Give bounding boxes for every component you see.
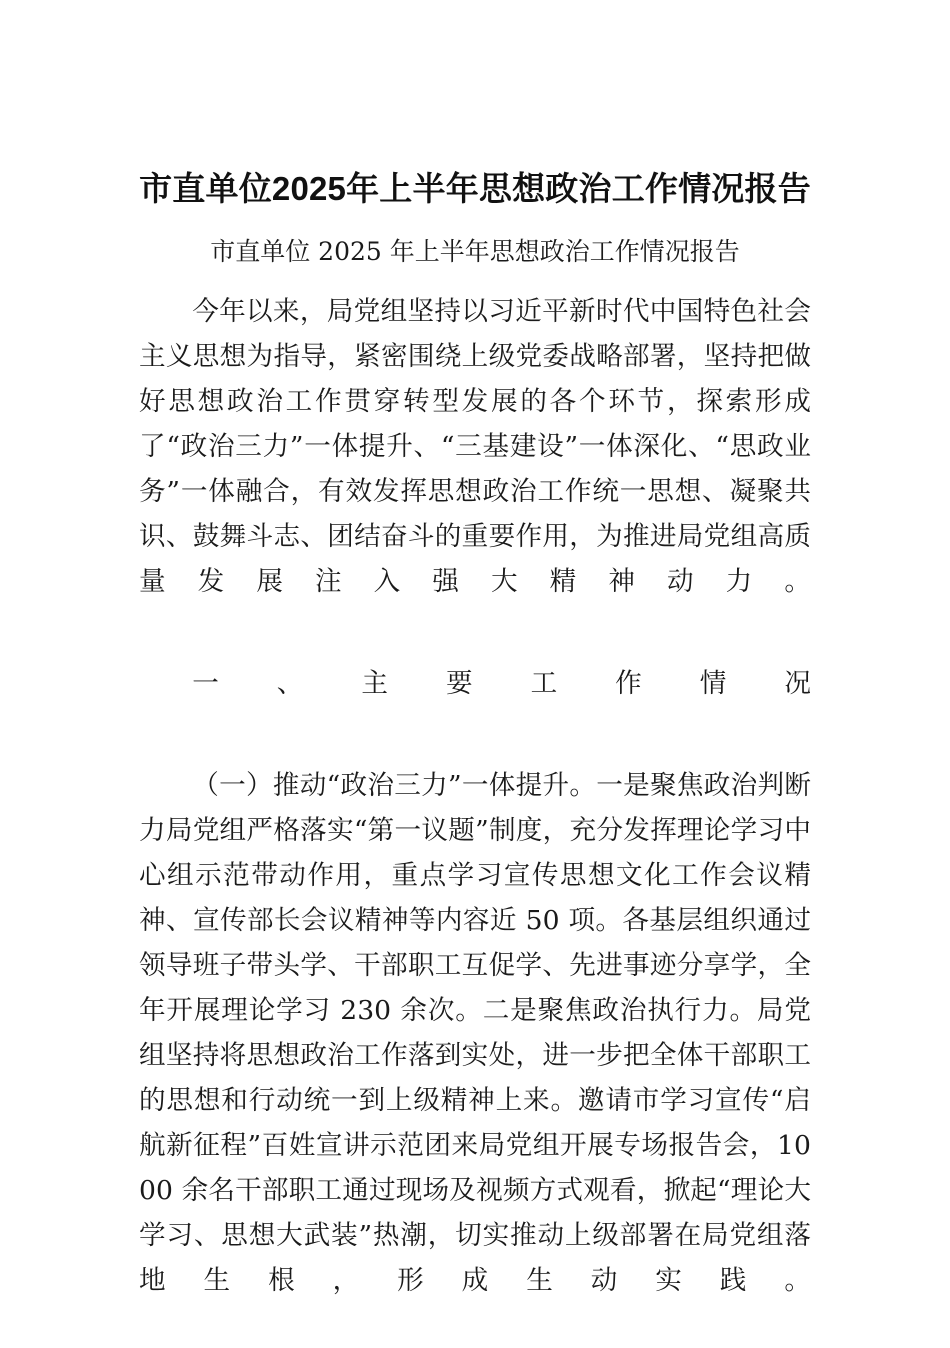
section-heading-main-work: 一、主要工作情况 [192, 668, 811, 699]
paragraph-section-1-1: （一）推动“政治三力”一体提升。一是聚焦政治判断力局党组严格落实“第一议题”制度，充分发挥理论学习中心组示范带动作用，重点学习宣传思想文化工作会议精神、宣传部长会议精神等内容近 50 项。各基层组织通过领导班子带头学、干部职工互促学、先进事迹分享学，全年开展理论学习 230 余次。二是聚焦政治执行力。局党组坚持将思想政治工作落到实处，进一步把全体干部职工的思想和行动统一到上级精神上来。邀请市学习宣传“启航新征程”百姓宣讲示范团来局党组开展专场报告会，1000 余名干部职工通过现场及视频方式观看，掀起“理论大学习、思想大武装”热潮，切实推动上级部署在局党组落地生根，形成生动实践。 [139, 770, 811, 1296]
document-content [139, 0, 811, 1348]
page-title: 市直单位2025年上半年思想政治工作情况报告 [139, 170, 811, 207]
document-subtitle: 市直单位 2025 年上半年思想政治工作情况报告 [210, 237, 740, 266]
paragraph-intro: 今年以来，局党组坚持以习近平新时代中国特色社会主义思想为指导，紧密围绕上级党委战略部署，坚持把做好思想政治工作贯穿转型发展的各个环节，探索形成了“政治三力”一体提升、“三基建设”一体深化、“思政业务”一体融合，有效发挥思想政治工作统一思想、凝聚共识、鼓舞斗志、团结奋斗的重要作用，为推进局党组高质量发展注入强大精神动力。 [139, 296, 812, 597]
